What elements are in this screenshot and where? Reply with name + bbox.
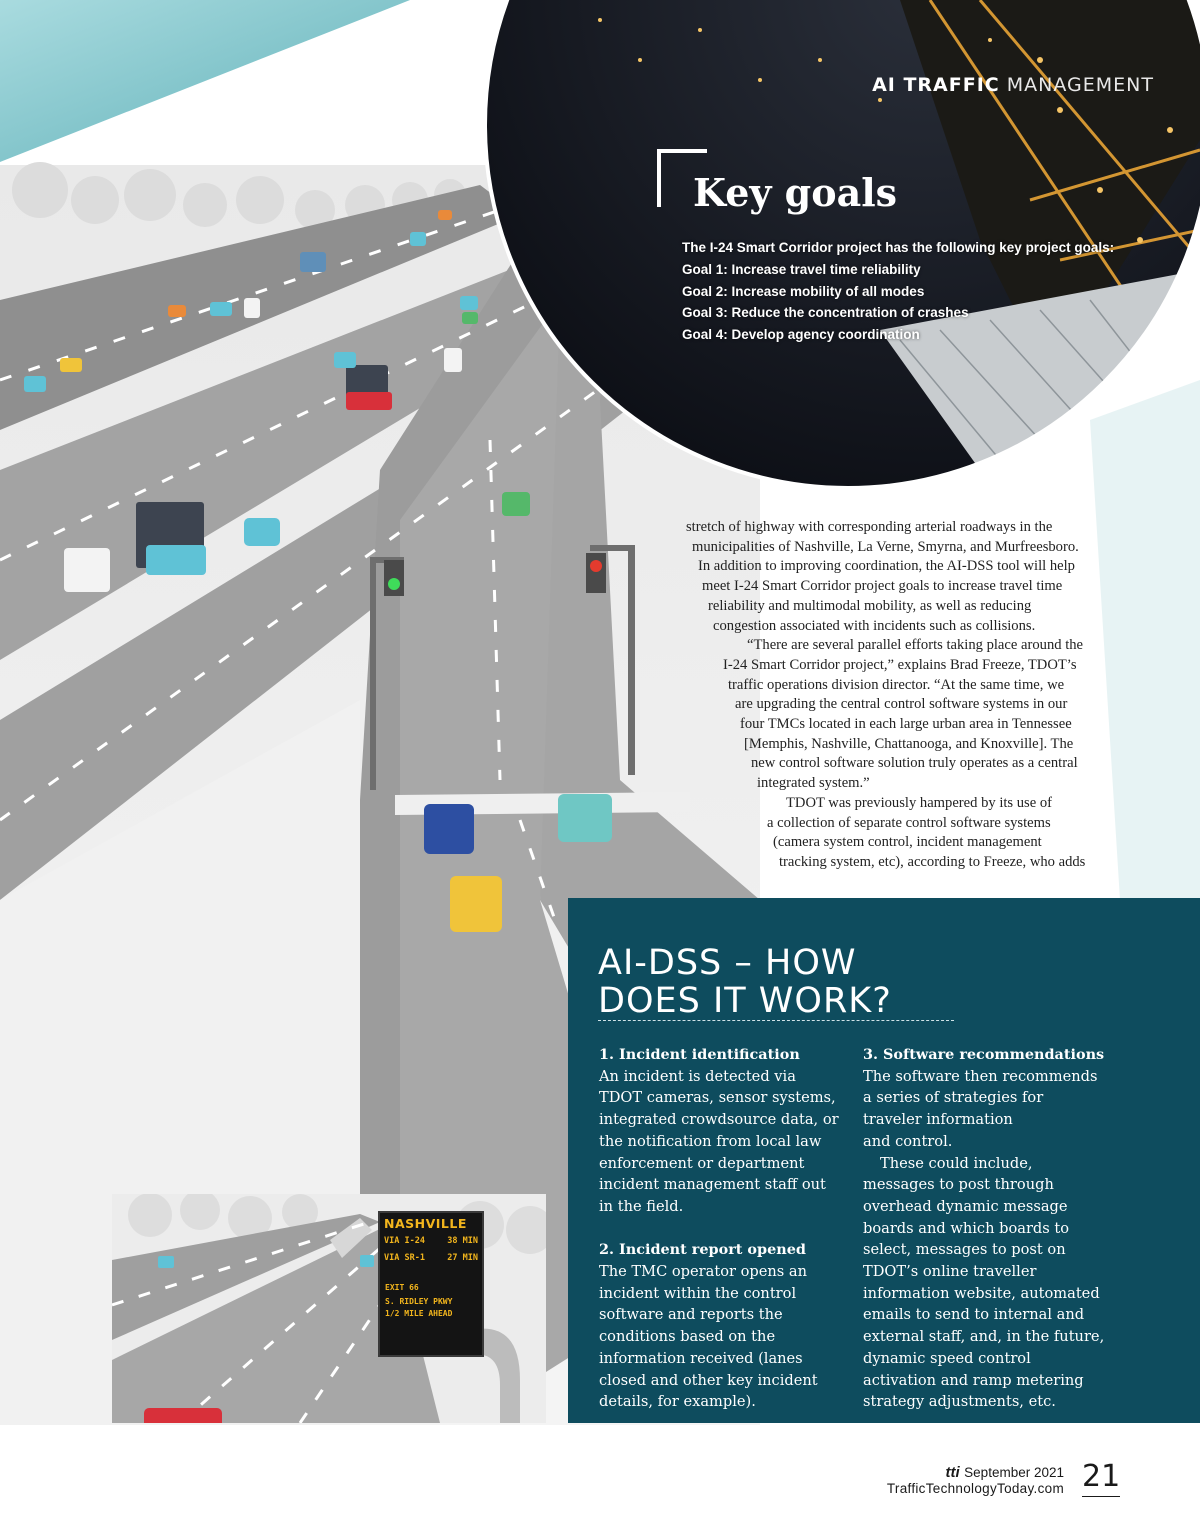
teal-corner-shape [0, 0, 410, 162]
step-line: enforcement or department [599, 1154, 805, 1172]
step-line: closed and other key incident [599, 1371, 818, 1389]
sign-exit-line: 1/2 MILE AHEAD [385, 1309, 453, 1318]
step-line: dynamic speed control [863, 1349, 1031, 1367]
body-line: integrated system.” [757, 775, 870, 792]
body-line: traffic operations division director. “At the same time, we [728, 676, 1065, 693]
step-line: the notification from local law [599, 1132, 822, 1150]
goal-item: Goal 3: Reduce the concentration of crashes [682, 305, 969, 321]
step-line: emails to send to internal and [863, 1306, 1085, 1324]
spacer [599, 1218, 857, 1240]
step-line: select, messages to post on [863, 1241, 1066, 1259]
issue-date: September 2021 [964, 1465, 1064, 1480]
body-line: a collection of separate control software systems [767, 814, 1051, 831]
article-body [600, 518, 1180, 873]
key-goals-list [682, 237, 1122, 346]
website-link[interactable]: TrafficTechnologyToday.com [886, 1481, 1064, 1496]
page-footer [887, 1465, 1064, 1497]
sign-exit-line: S. RIDLEY PKWY [385, 1297, 453, 1306]
sidebar-column-right [863, 1044, 1121, 1413]
step-line: in the field. [599, 1197, 684, 1215]
body-line: municipalities of Nashville, La Verne, Smyrna, and Murfreesboro. [692, 538, 1079, 555]
step-heading: 3. Software recommendations [863, 1046, 1105, 1063]
sign-time: 27 MIN [447, 1253, 478, 1263]
step-line: activation and ramp metering [863, 1371, 1084, 1389]
step-line: incident management staff out [599, 1176, 826, 1194]
sidebar-title-line: AI-DSS – HOW [598, 943, 857, 983]
step-line: incident within the control [599, 1284, 797, 1302]
step-line: TDOT’s online traveller [863, 1263, 1037, 1281]
step-line: software and reports the [599, 1306, 783, 1324]
sign-title: NASHVILLE [384, 1216, 467, 1231]
key-goals-intro: The I-24 Smart Corridor project has the following key project goals: [682, 240, 1115, 255]
step-heading: 2. Incident report opened [599, 1241, 806, 1259]
body-line: In addition to improving coordination, the AI-DSS tool will help [698, 558, 1075, 575]
step-line: integrated crowdsource data, or [599, 1111, 839, 1129]
body-line: (camera system control, incident management [773, 834, 1042, 851]
body-line: reliability and multimodal mobility, as well as reducing [708, 597, 1032, 614]
body-line: meet I-24 Smart Corridor project goals to increase travel time [702, 578, 1063, 595]
goal-item: Goal 1: Increase travel time reliability [682, 261, 921, 277]
magazine-logo: tti [945, 1464, 960, 1481]
step-line: information website, automated [863, 1284, 1100, 1302]
step-line: strategy adjustments, etc. [863, 1393, 1056, 1411]
sign-row-2 [384, 1253, 478, 1263]
section-label-strong: AI TRAFFIC [872, 74, 1000, 96]
sidebar-title-line: DOES IT WORK? [598, 981, 892, 1021]
body-line: I-24 Smart Corridor project,” explains Brad Freeze, TDOT’s [723, 656, 1077, 673]
body-line: new control software solution truly operates as a central [751, 755, 1078, 772]
sign-exit-line: EXIT 66 [385, 1283, 419, 1292]
sidebar-title [598, 944, 988, 1020]
body-line: congestion associated with incidents such as collisions. [713, 617, 1036, 634]
body-line: [Memphis, Nashville, Chattanooga, and Knoxville]. The [744, 735, 1074, 752]
section-label [872, 74, 1154, 96]
sign-route: VIA I-24 [384, 1236, 425, 1246]
body-line: four TMCs located in each large urban area in Tennessee [740, 716, 1072, 733]
step-line: boards and which boards to [863, 1219, 1070, 1237]
dashed-divider [598, 1020, 954, 1021]
sign-route: VIA SR-1 [384, 1253, 425, 1263]
body-line: stretch of highway with corresponding arterial roadways in the [686, 519, 1053, 535]
step-line: external staff, and, in the future, [863, 1328, 1105, 1346]
step-line: details, for example). [599, 1393, 756, 1411]
sign-row-1 [384, 1236, 478, 1246]
step-line: conditions based on the [599, 1328, 776, 1346]
step-line: information received (lanes [599, 1349, 803, 1367]
message-sign [379, 1212, 483, 1356]
body-line: tracking system, etc), according to Freeze, who adds [779, 853, 1086, 870]
step-line: a series of strategies for [863, 1089, 1044, 1107]
inset-highway-photo [112, 1190, 554, 1432]
goal-item: Goal 2: Increase mobility of all modes [682, 283, 925, 299]
step-heading: 1. Incident identification [599, 1046, 800, 1063]
step-line: The software then recommends [863, 1067, 1098, 1085]
footer-issue [887, 1465, 1064, 1481]
body-line: “There are several parallel efforts taking place around the [747, 637, 1084, 654]
step-line: traveler information [863, 1111, 1013, 1129]
step-line: TDOT cameras, sensor systems, [599, 1089, 836, 1107]
step-line: overhead dynamic message [863, 1197, 1068, 1215]
body-line: are upgrading the central control software systems in our [735, 696, 1068, 713]
sign-time: 38 MIN [447, 1236, 478, 1246]
step-line: These could include, [880, 1154, 1033, 1172]
body-line: TDOT was previously hampered by its use of [786, 794, 1053, 811]
page-number: 21 [1082, 1458, 1120, 1497]
step-line: and control. [863, 1132, 953, 1150]
section-label-light: MANAGEMENT [1006, 74, 1154, 96]
step-line: messages to post through [863, 1176, 1054, 1194]
goal-item: Goal 4: Develop agency coordination [682, 327, 920, 343]
step-line: The TMC operator opens an [599, 1263, 807, 1281]
step-line: An incident is detected via [599, 1067, 796, 1085]
key-goals-title: Key goals [693, 170, 898, 215]
sidebar-column-left [599, 1044, 857, 1413]
ai-dss-sidebar [568, 898, 1200, 1423]
